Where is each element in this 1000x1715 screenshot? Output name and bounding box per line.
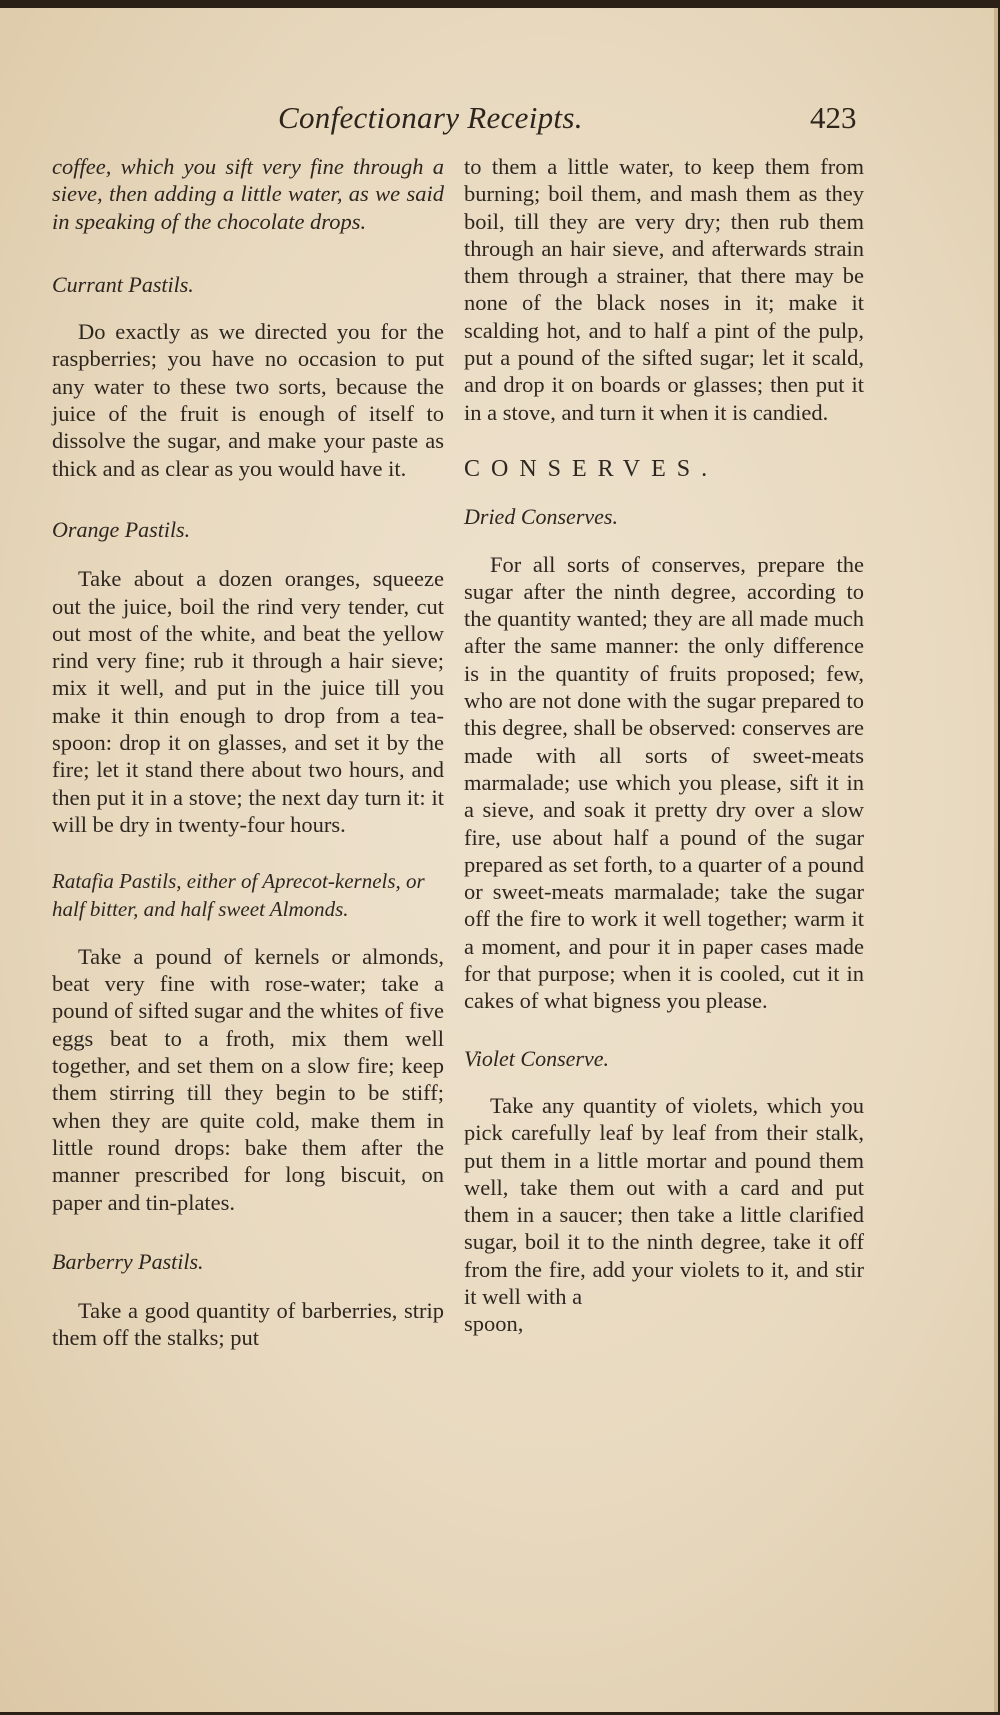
violet-conserve-text: Take any quantity of violets, which you pick carefully leaf by leaf from their stalk, put them in a little mortar and pound them well, take them out with a card and put them in a saucer; then take a little clarified sugar, boil it to the ninth degree, take it off from the fire, add your violets to it, and stir it well with a <box>464 1092 864 1309</box>
catchword: spoon, <box>464 1311 524 1337</box>
intro-paragraph: coffee, which you sift very fine through a sieve, then adding a little water, as we said in speaking of the chocolate drops. <box>52 154 444 234</box>
barberry-continued-text: to them a little water, to keep them from burning; boil them, and mash them as they boil, till they are very dry; then rub them through an hair sieve, and afterwards strain them through a strainer, that there may be none of the black noses in it; make it scalding hot, and to half a pint of the pulp, put a pound of the sifted sugar; let it scald, and drop it on boards or glasses; then put it in a stove, and turn it when it is candied. <box>464 154 864 425</box>
page-number: 423 <box>810 100 857 135</box>
barberry-pastils-heading: Barberry Pastils. <box>52 1248 204 1274</box>
orange-pastils-text: Take about a dozen oranges, squeeze out the juice, boil the rind very tender, cut out most of the white, and beat the yellow rind very fine; rub it through a hair sieve; mix it well, and put in the juice till you make it thin enough to drop from a tea-spoon: drop it on glasses, and set it by the fire; let it stand there about two hours, and then put it in a stove; the next day turn it: it will be dry in twenty-four hours. <box>52 566 444 837</box>
dried-conserves-heading: Dried Conserves. <box>464 504 618 530</box>
dried-conserves-text: For all sorts of conserves, prepare the sugar after the ninth degree, according to the quantity wanted; they are all made much after the same manner: the only difference is in the quantity of fruits proposed; few, who are not done with the sugar prepared to this degree, shall be observed: conserves are made with all sorts of sweet-meats marmalade; use which you please, sift it in a sieve, and soak it pretty dry over a slow fire, use about half a pound of the sugar prepared as set forth, to a quarter of a pound or sweet-meats marmalade; take the sugar off the fire to work it well together; warm it a moment, and pour it in paper cases made for that purpose; when it is cooled, cut it in cakes of what bigness you please. <box>464 551 864 1014</box>
running-title: Confectionary Receipts. <box>278 100 583 135</box>
book-page <box>0 8 998 1712</box>
right-column <box>464 153 864 1338</box>
violet-conserve-heading: Violet Conserve. <box>464 1045 609 1071</box>
ratafia-pastils-heading: Ratafia Pastils, either of Aprecot-kernels, or half bitter, and half sweet Almonds. <box>52 869 425 921</box>
left-column <box>52 153 444 1352</box>
conserves-section-title: CONSERVES. <box>464 455 719 482</box>
ratafia-pastils-text: Take a pound of kernels or almonds, beat very fine with rose-water; take a pound of sifted sugar and the whites of five eggs beat to a froth, mix them well together, and set them on a slow fire; keep them stirring till they begin to be stiff; when they are quite cold, make them in little round drops: bake them after the manner prescribed for long biscuit, on paper and tin-plates. <box>52 943 444 1215</box>
currant-pastils-heading: Currant Pastils. <box>52 271 194 297</box>
running-header <box>0 100 994 150</box>
barberry-pastils-text: Take a good quantity of barberries, strip them off the stalks; put <box>52 1298 444 1351</box>
orange-pastils-heading: Orange Pastils. <box>52 516 191 542</box>
currant-pastils-text: Do exactly as we directed you for the raspberries; you have no occasion to put any water to these two sorts, because the juice of the fruit is enough of itself to dissolve the sugar, and make your paste as thick and as clear as you would have it. <box>52 319 444 481</box>
